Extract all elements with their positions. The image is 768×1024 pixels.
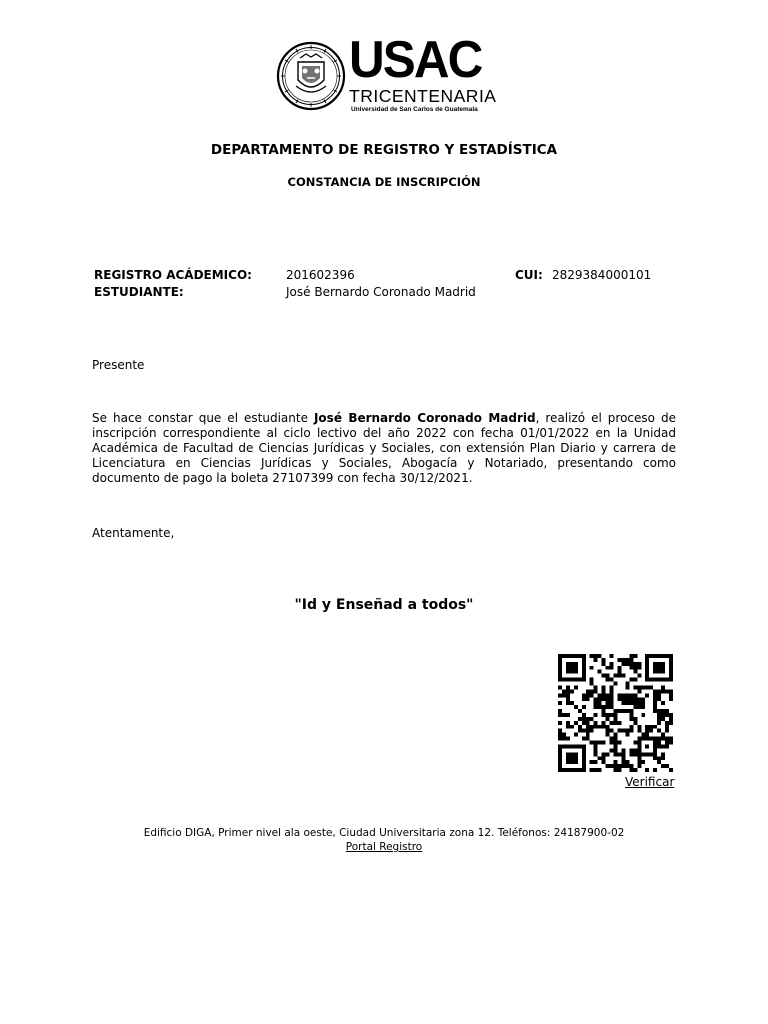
body-text-details: , realizó el proceso de inscripción correspondiente al ciclo lectivo del año 2022 con fecha 01/01/2022 en la Unidad Académica de Facultad de Ciencias Jurídicas y Sociales, con extensión Plan Diario y carrera de Licenciatura en Ciencias Jurídicas y Sociales, Abogacía y Notariado, presentando como documento de pago la boleta 27107399 con fecha 30/12/2021. (92, 411, 677, 485)
brand-subtitle: TRICENTENARIA (349, 86, 497, 106)
registro-label: REGISTRO ACÁDEMICO: (94, 268, 252, 282)
body-paragraph (92, 411, 676, 486)
estudiante-value: José Bernardo Coronado Madrid (286, 285, 476, 299)
brand-tagline: Universidad de San Carlos de Guatemala (351, 106, 478, 113)
department-title: DEPARTAMENTO DE REGISTRO Y ESTADÍSTICA (210, 142, 558, 158)
usac-logo (276, 31, 497, 118)
cui-value: 2829384000101 (552, 268, 652, 282)
portal-registro-link[interactable]: Portal Registro (345, 841, 423, 853)
brand-name: USAC (349, 31, 482, 89)
body-text-intro: Se hace constar que el estudiante (92, 411, 314, 425)
estudiante-label: ESTUDIANTE: (94, 285, 184, 299)
verify-link[interactable]: Verificar (625, 775, 675, 789)
closing: Atentamente, (92, 526, 175, 540)
footer (0, 826, 768, 854)
body-student-name: José Bernardo Coronado Madrid (313, 411, 536, 425)
qr-code-icon (558, 654, 673, 772)
registro-value: 201602396 (286, 268, 355, 282)
cui-label: CUI: (515, 268, 543, 282)
university-motto: "Id y Enseñad a todos" (294, 597, 474, 613)
document-title: CONSTANCIA DE INSCRIPCIÓN (287, 175, 481, 189)
salutation: Presente (92, 358, 145, 372)
footer-address: Edificio DIGA, Primer nivel ala oeste, Ciudad Universitaria zona 12. Teléfonos: 24187900-02 (143, 827, 625, 839)
brand-wordmark (349, 31, 499, 118)
university-seal-icon (276, 40, 346, 112)
